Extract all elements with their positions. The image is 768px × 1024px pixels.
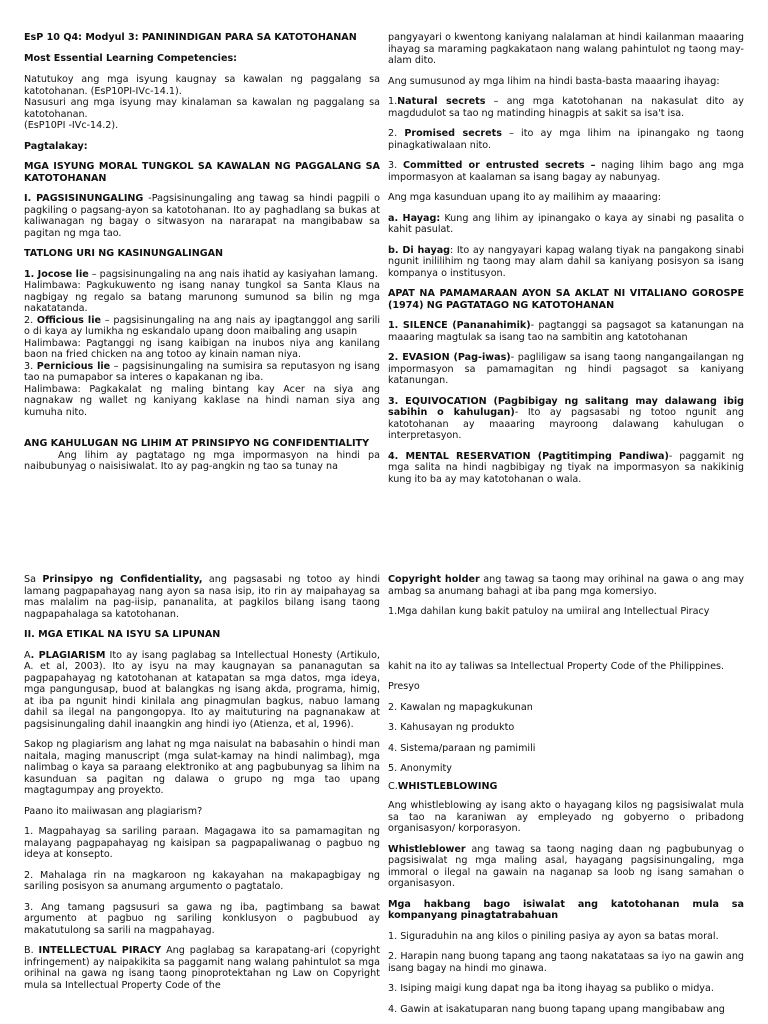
method-equivocation: 3. EQUIVOCATION (Pagbibigay ng salitang may dalawang ibig sabihin o kahulugan)- Ito ay pagsasabi ng totoo ngunit ang katotohanan ay maaaring mayroong dalawang kahulugan o interpretasyon.: [388, 395, 744, 441]
mec-title: Most Essential Learning Competencies:: [24, 52, 237, 64]
column-1: [24, 32, 380, 482]
column-3: [24, 574, 380, 1000]
step-2: 2. Harapin nang buong tapang ang taong nakatataas sa iyo na gawin ang isang bagay na hindi mo ginawa.: [388, 951, 744, 974]
mec-item-2: Nasusuri ang mga isyung may kinalaman sa kawalan ng paggalang sa katotohanan.: [24, 97, 380, 120]
whistleblower-paragraph: Whistleblower ang tawag sa taong naging daan ng pagbubunyag o pagsisiwalat ng mga maling asal, hayagang pagsisinungaling, mga immoral o ilegal na gawain na naganap sa loob ng isang samahan o organisasyon.: [388, 843, 744, 889]
reason-3: 3. Kahusayan ng produkto: [388, 722, 515, 733]
steps-title: Mga hakbang bago isiwalat ang katotohanan mula sa kompanyang pinagtatrabahuan: [388, 898, 744, 921]
method-evasion: 2. EVASION (Pag-iwas)- pagliligaw sa isang taong nangangailangan ng impormasyon sa pamamagitan ng hindi pagsagot sa kaniyang katanungan.: [388, 352, 744, 386]
agreements-intro: Ang mga kasunduan upang ito ay mailihim ay maaaring:: [388, 192, 661, 203]
pagsisinungaling-paragraph: I. PAGSISINUNGALING -Pagsisinungaling ang tawag sa hindi pagpili o pagkiling o pagsang-ayon sa katotohanan. Ito ay paghadlang sa bukas at kaliwanagan ng bagay o sitwasyon na nararapat na mangibabaw sa pagitan ng mga tao.: [24, 193, 380, 239]
step-1: 1. Siguraduhin na ang kilos o piniling pasiya ay ayon sa batas moral.: [388, 930, 719, 942]
reason-5: 5. Anonymity: [388, 763, 452, 774]
confidentiality-paragraph: Sa Prinsipyo ng Confidentiality, ang pagsasabi ng totoo ay hindi lamang pagpapahayag nang ayon sa nasa isip, ito rin ay maipahayag sa mas malalim na pag-iisip, pananalita, at pagkilos bilang isang taong nagpapahalaga sa katotohanan.: [24, 574, 380, 620]
method-silence: 1. SILENCE (Pananahimik)- pagtanggi sa pagsagot sa katanungan na maaaring magtulak sa isang tao na sambitin ang katotohanan: [388, 320, 745, 343]
promised-secrets: 2. Promised secrets – ito ay mga lihim na ipinangako ng taong pinagkatiwalaan nito.: [388, 128, 744, 151]
committed-secrets: 3. Committed or entrusted secrets – naging lihim bago ang mga impormasyon at kaalaman sa isang bagay ay nabunyag.: [388, 160, 744, 183]
officious-lie-example: Halimbawa: Pagtanggi ng isang kaibigan na inubos niya ang kanilang baon na fried chicken na ang totoo ay kinain naman niya.: [24, 337, 380, 360]
piracy-reasons-continuation: kahit na ito ay taliwas sa Intellectual Property Code of the Philippines.: [388, 660, 725, 672]
mec-item-3: (EsP10PI -IVc-14.2).: [24, 120, 119, 131]
gorospe-methods-title: APAT NA PAMAMARAAN AYON SA AKLAT NI VITALIANO GOROSPE (1974) NG PAGTATAGO NG KATOTOHANAN: [388, 288, 744, 311]
officious-lie: 2. Officious lie – pagsisinungaling na ang nais ay ipagtanggol ang sarili o di kaya ay lumikha ng eskandalo upang doon maibaling ang usapin: [24, 314, 381, 337]
column-2: [388, 32, 744, 494]
ethical-issues-title: II. MGA ETIKAL NA ISYU SA LIPUNAN: [24, 629, 221, 640]
step-4: 4. Gawin at isakatuparan nang buong tapang upang mangibabaw ang: [388, 1003, 725, 1015]
method-mental-reservation: 4. MENTAL RESERVATION (Pagtitimping Pandiwa)- paggamit ng mga salita na hindi nagbibigay ng tiyak na impormasyon sa nakikinig kung ito ba ay may katotohanan o wala.: [388, 450, 744, 485]
reason-1: Presyo: [388, 681, 420, 692]
pernicious-lie: 3. Pernicious lie – pagsisinungaling na sumisira sa reputasyon ng isang tao na pumapabor sa interes o kapakanan ng iba.: [24, 360, 381, 383]
blank-gap: [388, 627, 744, 661]
plagiarism-paragraph: A. PLAGIARISM Ito ay isang paglabag sa Intellectual Honesty (Artikulo, A. et al, 2003). Ito ay isyu na may kaugnayan sa pananagutan sa pagpapahayag ng katotohanan at katapatan sa mga datos, mga ideya, mga pangungusap, buod at balangkas ng isang akda, programa, himig, at iba pa ngunit hindi kinilala ang pinagmulan bagkus, nabuo lamang dahil sa ilegal na pangongopya. Ito ay maituturing na pagnanakaw at pagsisinungaling dahil inaangkin ang hindi iyo (Atienza, et al, 1996).: [24, 649, 380, 730]
reason-2: 2. Kawalan ng mapagkukunan: [388, 701, 533, 713]
avoid-item-3: 3. Ang tamang pagsusuri sa gawa ng iba, pagtimbang sa bawat argumento at pagbuo ng sariling konklusyon o pagbubuod ay makatutulong sa sarili na magpahayag.: [24, 901, 380, 936]
plagiarism-scope: Sakop ng plagiarism ang lahat ng mga naisulat na babasahin o hindi man naitala, maging manuscript (mga sulat-kamay na hindi nalimbag), mga nalimbag o kaya sa paraang elektroniko at ang pagbubunyag sa lihim na kasunduan sa pagitan ng dalawa o grupo ng mga tao upang magtagumpay ang proyekto.: [24, 739, 380, 796]
module-heading: EsP 10 Q4: Modyul 3: PANININDIGAN PARA SA KATOTOHANAN: [24, 32, 357, 43]
column-4: [388, 574, 744, 1024]
whistleblowing-paragraph: Ang whistleblowing ay isang akto o hayagang kilos ng pagsisiwalat mula sa tao na karaniwan ay empleyado ng gobyerno o pribadong organisasyon/ korporasyon.: [388, 800, 744, 834]
lihim-continuation: pangyayari o kwentong kaniyang nalalaman at hindi kailanman maaaring ihayag sa maraming pagkakataon nang walang pahintulot ng taong may-alam dito.: [388, 32, 744, 66]
reason-4: 4. Sistema/paraan ng pamimili: [388, 742, 536, 754]
copyright-holder-paragraph: Copyright holder ang tawag sa taong may orihinal na gawa o ang may ambag sa anumang bahagi at iba pang mga komersiyo.: [388, 574, 744, 597]
avoid-item-1: 1. Magpahayag sa sariling paraan. Magagawa ito sa pamamagitan ng malayang pagpapahayag ng kaisipan sa pagpapaliwanag o pagbuo ng ideya at konsepto.: [24, 826, 380, 860]
lie-types-title: TATLONG URI NG KASINUNGALINGAN: [24, 248, 224, 259]
hayag-item: a. Hayag: Kung ang lihim ay ipinangako o kaya ay sinabi ng pasalita o kahit pasulat.: [388, 212, 744, 235]
pernicious-lie-example: Halimbawa: Pagkakalat ng maling bintang kay Acer na siya ang nagnakaw ng wallet ng kaniyang kaklase na hindi naman siya ang kumuha nito.: [24, 383, 380, 418]
jocose-lie: 1. Jocose lie – pagsisinungaling na ang nais ihatid ay kasiyahan lamang.: [24, 268, 378, 280]
avoid-item-2: 2. Mahalaga rin na magkaroon ng kakayahan na makapagbigay ng sariling posisyon sa anumang argumento o pagtatalo.: [24, 869, 380, 892]
avoid-plagiarism-question: Paano ito maiiwasan ang plagiarism?: [24, 805, 203, 817]
lihim-paragraph: Ang lihim ay pagtatago ng mga impormasyon na hindi pa naibubunyag o naisisiwalat. Ito ay pag-angkin ng tao sa tunay na: [24, 449, 380, 472]
di-hayag-item: b. Di hayag: Ito ay nangyayari kapag walang tiyak na pangakong sinabi ngunit inililihim ng taong may alam dahil sa kaniyang posisyon sa isang kompanya o institusyon.: [388, 244, 744, 279]
piracy-reasons-intro: 1.Mga dahilan kung bakit patuloy na umiiral ang Intellectual Piracy: [388, 606, 710, 617]
jocose-lie-example: Halimbawa: Pagkukuwento ng isang nanay tungkol sa Santa Klaus na nagbigay ng regalo sa batang marunong sumunod sa bilin ng mga nakatatanda.: [24, 280, 380, 314]
mec-item-1: Natutukoy ang mga isyung kaugnay sa kawalan ng paggalang sa katotohanan. (EsP10PI-IVc-14.1).: [24, 74, 380, 97]
moral-issues-title: MGA ISYUNG MORAL TUNGKOL SA KAWALAN NG PAGGALANG SA KATOTOHANAN: [24, 161, 380, 184]
step-3: 3. Isiping maigi kung dapat nga ba itong ihayag sa publiko o midya.: [388, 983, 714, 994]
secrets-intro: Ang sumusunod ay mga lihim na hindi basta-basta maaaring ihayag:: [388, 75, 720, 87]
pagtalakay-label: Pagtalakay:: [24, 140, 88, 152]
whistleblowing-heading: C.WHISTLEBLOWING: [388, 780, 498, 792]
intellectual-piracy-paragraph: B. INTELLECTUAL PIRACY Ang paglabag sa karapatang-ari (copyright infringement) ay naipakikita sa paggamit nang walang pahintulot sa mga orihinal na gawa ng isang taong pinoprotektahan ng Law on Copyright mula sa Intellectual Property Code of the: [24, 945, 380, 991]
natural-secrets: 1.Natural secrets – ang mga katotohanan na nakasulat dito ay magdudulot sa tao ng matinding hinagpis at sakit sa isa't isa.: [388, 96, 744, 119]
lihim-title: ANG KAHULUGAN NG LIHIM AT PRINSIPYO NG CONFIDENTIALITY: [24, 438, 370, 449]
